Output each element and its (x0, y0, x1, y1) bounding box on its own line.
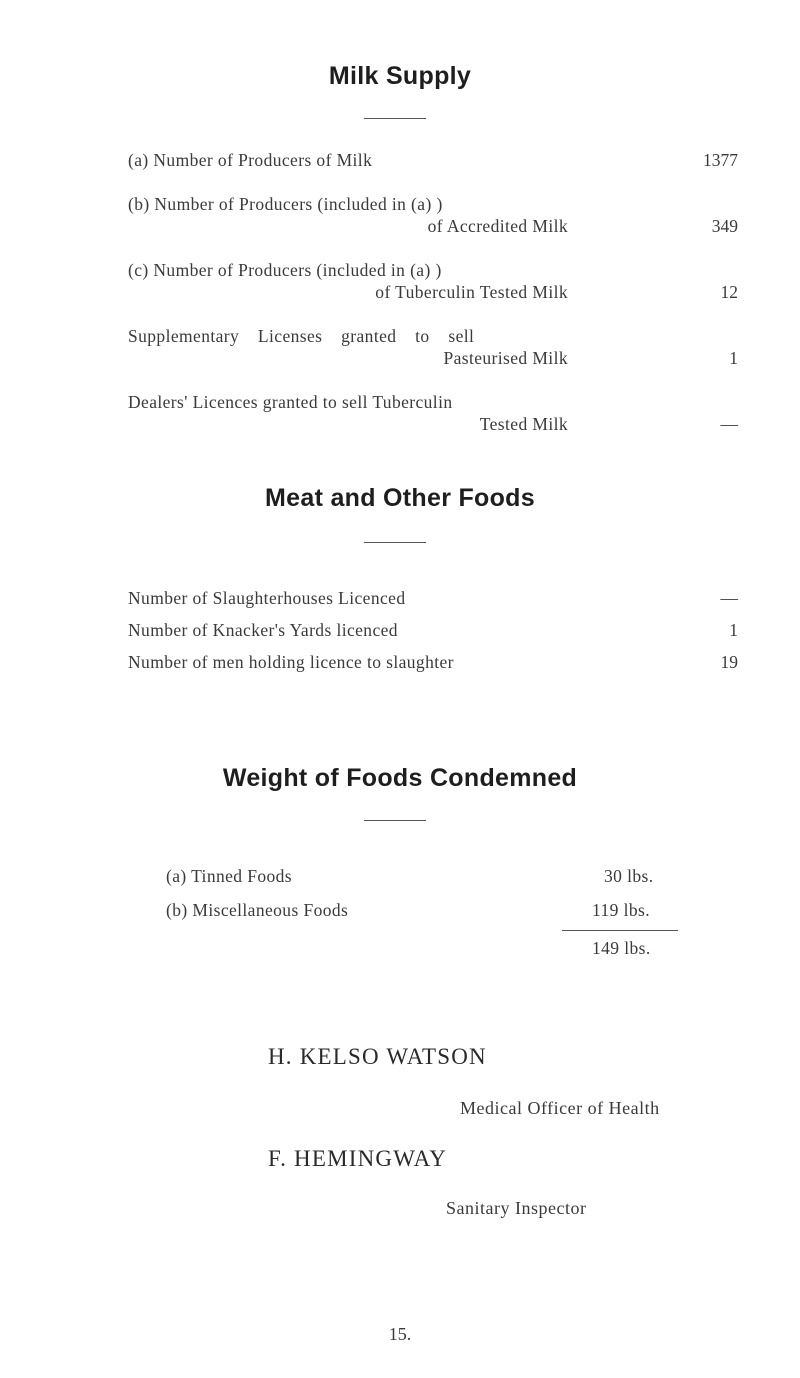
milk-row-a-label: (a) Number of Producers of Milk (128, 150, 373, 170)
milk-row-dealers-label2: Tested Milk (479, 414, 568, 434)
condemned-row-tinned-label: (a) Tinned Foods (166, 866, 293, 886)
milk-row-c-label: (c) Number of Producers (included in (a) ) (128, 260, 442, 280)
meat-heading-rule (364, 542, 426, 543)
meat-row-knackers-value: 1 (729, 620, 738, 640)
condemned-row-misc-label: (b) Miscellaneous Foods (166, 900, 349, 920)
signature-name-medical-officer: H. KELSO WATSON (268, 1044, 487, 1069)
condemned-heading-rule (364, 820, 426, 821)
milk-row-b-label: (b) Number of Producers (included in (a) ) (128, 194, 443, 214)
milk-row-c-label2: of Tuberculin Tested Milk (375, 282, 568, 302)
meat-row-slaughterhouses-label: Number of Slaughterhouses Licenced (128, 588, 406, 608)
milk-row-supplementary-label: Supplementary Licenses granted to sell (128, 326, 475, 346)
milk-row-supplementary-value: 1 (729, 348, 738, 368)
total-rule (562, 930, 678, 931)
signature-title-sanitary-inspector: Sanitary Inspector (446, 1198, 587, 1218)
meat-row-slaughter-licence-label: Number of men holding licence to slaughter (128, 652, 454, 672)
condemned-row-tinned-value: 30 lbs. (604, 866, 654, 886)
meat-row-slaughter-licence-value: 19 (720, 652, 738, 672)
meat-foods-heading: Meat and Other Foods (265, 484, 535, 512)
page-number: 15. (388, 1324, 412, 1344)
milk-supply-heading: Milk Supply (328, 62, 472, 90)
signature-title-medical-officer: Medical Officer of Health (460, 1098, 660, 1118)
milk-row-c-value: 12 (720, 282, 738, 302)
milk-row-b-value: 349 (711, 216, 738, 236)
milk-row-dealers-label: Dealers' Licences granted to sell Tuberculin (128, 392, 453, 412)
meat-row-slaughterhouses-value: — (720, 588, 738, 608)
condemned-row-misc-value: 119 lbs. (592, 900, 650, 920)
milk-heading-rule (364, 118, 426, 119)
milk-row-b-label2: of Accredited Milk (427, 216, 568, 236)
meat-row-knackers-label: Number of Knacker's Yards licenced (128, 620, 398, 640)
condemned-heading: Weight of Foods Condemned (222, 764, 578, 792)
milk-row-a-value: 1377 (703, 150, 738, 170)
signature-name-sanitary-inspector: F. HEMINGWAY (268, 1146, 448, 1171)
milk-row-supplementary-label2: Pasteurised Milk (443, 348, 568, 368)
condemned-total-value: 149 lbs. (592, 938, 651, 958)
milk-row-dealers-value: — (720, 414, 738, 434)
